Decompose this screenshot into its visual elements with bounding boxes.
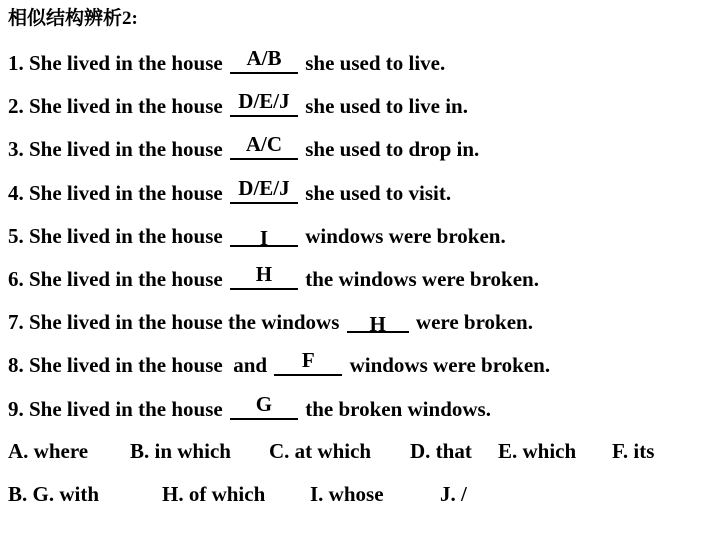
sentence-number: 7.: [8, 310, 24, 334]
option-e: E. which: [498, 439, 577, 463]
option-j: J. /: [440, 482, 467, 506]
sentence-number: 9.: [8, 397, 24, 421]
sentence-before: She lived in the house: [29, 397, 223, 421]
answer-text: A/C: [245, 132, 283, 156]
answer-text: A/B: [246, 46, 282, 70]
sentence-number: 4.: [8, 181, 24, 205]
option-h: H. of which: [162, 482, 266, 506]
answer-blank[interactable]: [228, 392, 300, 422]
sentence-before: She lived in the house: [29, 94, 223, 118]
option-g: B. G. with: [8, 482, 100, 506]
answer-text: H: [369, 312, 386, 336]
sentence-after: she used to live in.: [305, 94, 468, 118]
sentence-4: [8, 176, 452, 206]
option-i: I. whose: [310, 482, 384, 506]
answer-blank[interactable]: [272, 348, 344, 378]
answer-text: D/E/J: [238, 89, 290, 113]
sentence-6: [8, 262, 539, 292]
sentence-before: She lived in the house: [29, 51, 223, 75]
answer-blank[interactable]: [345, 309, 411, 335]
sentence-3: [8, 132, 480, 162]
answer-blank[interactable]: [228, 46, 300, 76]
sentence-after: were broken.: [415, 310, 533, 334]
sentence-number: 2.: [8, 94, 24, 118]
sentence-after: she used to drop in.: [305, 137, 480, 161]
sentence-9: [8, 392, 491, 422]
sentence-8: [8, 348, 551, 378]
sentence-before: She lived in the house: [29, 267, 223, 291]
sentence-5: [8, 223, 506, 249]
sentence-after: the broken windows.: [305, 397, 491, 421]
sentence-1: [8, 46, 446, 76]
answer-blank[interactable]: [228, 262, 300, 292]
sentence-7: [8, 309, 533, 335]
sentence-before: She lived in the house and: [29, 353, 268, 377]
answer-text: D/E/J: [238, 176, 290, 200]
option-d: D. that: [410, 439, 472, 463]
sentence-before: She lived in the house: [29, 224, 223, 248]
answer-text: G: [255, 392, 273, 416]
option-b: B. in which: [130, 439, 231, 463]
sentence-number: 5.: [8, 224, 24, 248]
answer-blank[interactable]: [228, 132, 300, 162]
sentence-after: she used to live.: [305, 51, 446, 75]
sentence-before: She lived in the house: [29, 137, 223, 161]
sentence-number: 6.: [8, 267, 24, 291]
sentence-before: She lived in the house the windows: [29, 310, 340, 334]
sentence-2: [8, 89, 468, 119]
sentence-after: she used to visit.: [305, 181, 452, 205]
answer-blank[interactable]: [228, 223, 300, 249]
option-a: A. where: [8, 439, 89, 463]
answer-text: F: [301, 348, 315, 372]
answer-text: H: [255, 262, 273, 286]
answer-text: I: [259, 226, 269, 250]
sentence-after: windows were broken.: [305, 224, 506, 248]
answer-blank[interactable]: [228, 176, 300, 206]
answer-blank[interactable]: [228, 89, 300, 119]
sentence-before: She lived in the house: [29, 181, 223, 205]
page-title: 相似结构辨析2:: [8, 8, 138, 29]
sentence-after: windows were broken.: [349, 353, 551, 377]
option-c: C. at which: [269, 439, 372, 463]
sentence-number: 3.: [8, 137, 24, 161]
sentence-number: 8.: [8, 353, 24, 377]
sentence-number: 1.: [8, 51, 24, 75]
option-f: F. its: [612, 439, 655, 463]
sentence-after: the windows were broken.: [305, 267, 539, 291]
